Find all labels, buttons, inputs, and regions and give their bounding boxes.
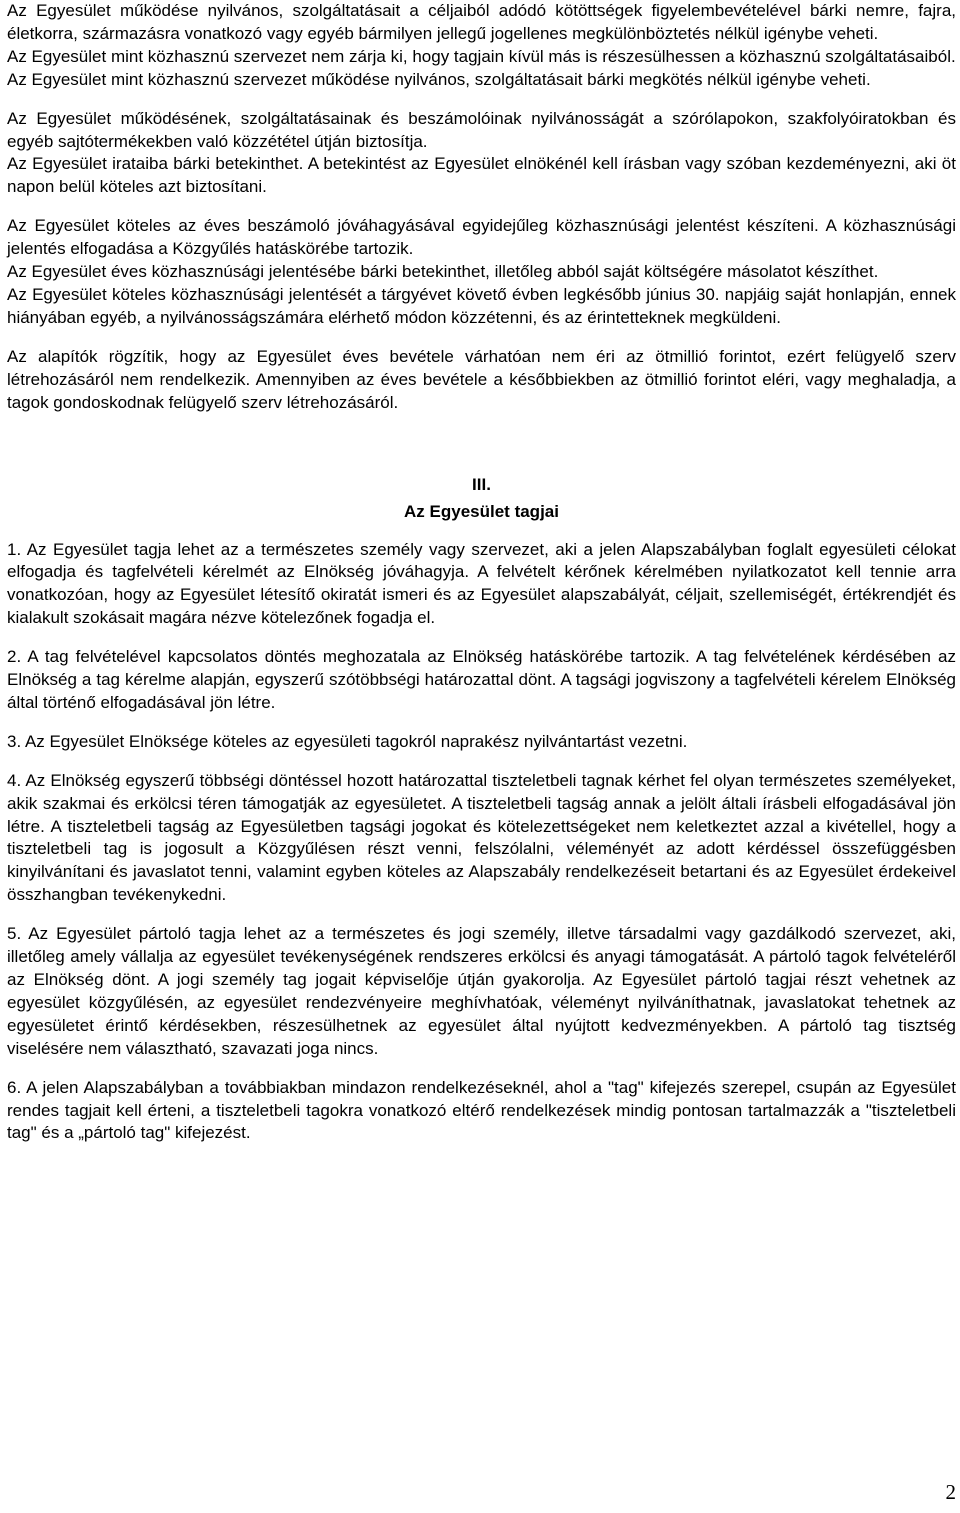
section-number: III. [472,474,491,494]
paragraph-public-operation: Az Egyesület működése nyilvános, szolgáltatásait a céljaiból adódó kötöttségek figyelembevételével bárki nemre, fajra, életkorra, származásra vonatkozó vagy egyéb bármilyen jellegű jogellenes megkülönböztetés nélkül igénybe veheti. [7,1,956,43]
page-number: 2 [945,1480,956,1504]
numbered-paragraph-6: 6. A jelen Alapszabályban a továbbiakban mindazon rendelkezéseknél, ahol a "tag" kifejezés szerepel, csupán az Egyesület rendes tagjait kell érteni, a tiszteletbeli tagokra vonatkozó eltérő rendelkezések mindig pontosan tartalmazzák a "tiszteletbeli tag" és a „pártoló tag" kifejezést. [7,1077,956,1143]
paragraph-report-publication: Az Egyesület köteles közhasznúsági jelentését a tárgyévet követő évben legkésőbb június 30. napjáig saját honlapján, ennek hiányában egyéb, a nyilvánosságszámára elérhető módon közzétenni, és az érintetteknek megküldeni. [7,284,956,327]
section-heading [7,471,956,525]
paragraph-report-access: Az Egyesület éves közhasznúsági jelentésébe bárki betekinthet, illetőleg abból saját költségére másolatot készíthet. [7,262,879,282]
paragraph-non-exclusion: Az Egyesület mint közhasznú szervezet nem zárja ki, hogy tagjain kívül más is részesülhessen a közhasznú szolgáltatásaiból. [7,46,956,66]
numbered-paragraph-3: 3. Az Egyesület Elnöksége köteles az egyesületi tagokról naprakész nyilvántartást vezetni. [7,731,688,751]
paragraph-publicity: Az Egyesület működésének, szolgáltatásainak és beszámolóinak nyilvánosságát a szórólapokon, szakfolyóiratokban és egyéb sajtótermékekben való közzététel útján biztosítja. [7,108,956,151]
numbered-paragraph-4: 4. Az Elnökség egyszerű többségi döntéssel hozott határozattal tiszteletbeli tagnak kérhet fel olyan természetes személyeket, akik szakmai és erkölcsi téren támogatják az egyesületet. A tiszteletbeli tagság annak a jelölt általi írásbeli elfogadásával jön létre. A tiszteletbeli tagság az Egyesületben tagsági jogokat és kötelezettségeket nem keletkeztet azzal a kivétellel, hogy a tiszteletbeli tag is jogosult a Közgyűlésen részt venni, felszólalni, véleményét az adott kérdéssel összefüggésben kinyilvánítani és javaslatot tenni, valamint egyben köteles az Alapszabály rendelkezéseit betartani és az Egyesület érdekeivel összhangban tevékenykedni. [7,770,956,905]
numbered-paragraph-1: 1. Az Egyesület tagja lehet az a természetes személy vagy szervezet, aki a jelen Alapszabályban foglalt egyesületi célokat elfogadja és tagfelvételi kérelmét az Elnökség jóváhagyja. A felvételt kérőnek kérelmében nyilatkozatot kell tennie arra vonatkozóan, hogy az Egyesület létesítő okiratát ismeri és az Egyesület alapszabályát, céljait, szellemiségét, értékrendjét és kialakult szokásait magára nézve kötelezőnek fogadja el. [7,539,956,628]
document-page [7,0,956,1145]
numbered-paragraph-5: 5. Az Egyesület pártoló tagja lehet az a természetes és jogi személy, illetve társadalmi vagy gazdálkodó szervezet, aki, illetőleg amely vállalja az egyesület tevékenységének rendszeres erkölcsi és anyagi támogatását. A pártoló tagok felvételéről az Elnökség dönt. A jogi személy tag jogait képviselője útján gyakorolja. Az Egyesület pártoló tagjai részt vehetnek az egyesület közgyűlésén, az egyesület rendezvényeire meghívhatóak, véleményt nyilváníthatnak, javaslatokat tehetnek az egyesületet érintő kérdésekben, részesülhetnek az egyesület által nyújtott kedvezményekben. A pártoló tag tisztség viselésére nem választható, szavazati joga nincs. [7,924,956,1058]
numbered-paragraph-2: 2. A tag felvételével kapcsolatos döntés meghozatala az Elnökség hatáskörébe tartozik. A tag felvételének kérdésében az Elnökség a tag kérelme alapján, egyszerű szótöbbségi határozattal dönt. A tagsági jogviszony a tagfelvételi kérelem Elnökség által történő elfogadásával jön létre. [7,647,956,712]
report-block [7,215,956,330]
paragraph-services-open: Az Egyesület mint közhasznú szervezet működése nyilvános, szolgáltatásait bárki megkötés nélkül igénybe veheti. [7,69,871,89]
paragraph-supervisory-body: Az alapítók rögzítik, hogy az Egyesület éves bevétele várhatóan nem éri az ötmillió forintot, ezért felügyelő szerv létrehozásáról nem rendelkezik. Amennyiben az éves bevétele a későbbiekben az ötmillió forintot eléri, vagy meghaladja, a tagok gondoskodnak felügyelő szerv létrehozásáról. [7,346,956,412]
section-title: Az Egyesület tagjai [404,501,559,521]
membership-paragraphs [7,539,956,1146]
intro-block [7,0,956,92]
paragraph-document-access: Az Egyesület irataiba bárki betekinthet. A betekintést az Egyesület elnökénél kell írásban vagy szóban kezdeményezni, aki öt napon belül köteles azt biztosítani. [7,154,956,197]
publicity-block [7,108,956,200]
paragraph-report-obligation: Az Egyesület köteles az éves beszámoló jóváhagyásával egyidejűleg közhasznúsági jelentést készíteni. A közhasznúsági jelentés elfogadása a Közgyűlés hatáskörébe tartozik. [7,216,956,259]
